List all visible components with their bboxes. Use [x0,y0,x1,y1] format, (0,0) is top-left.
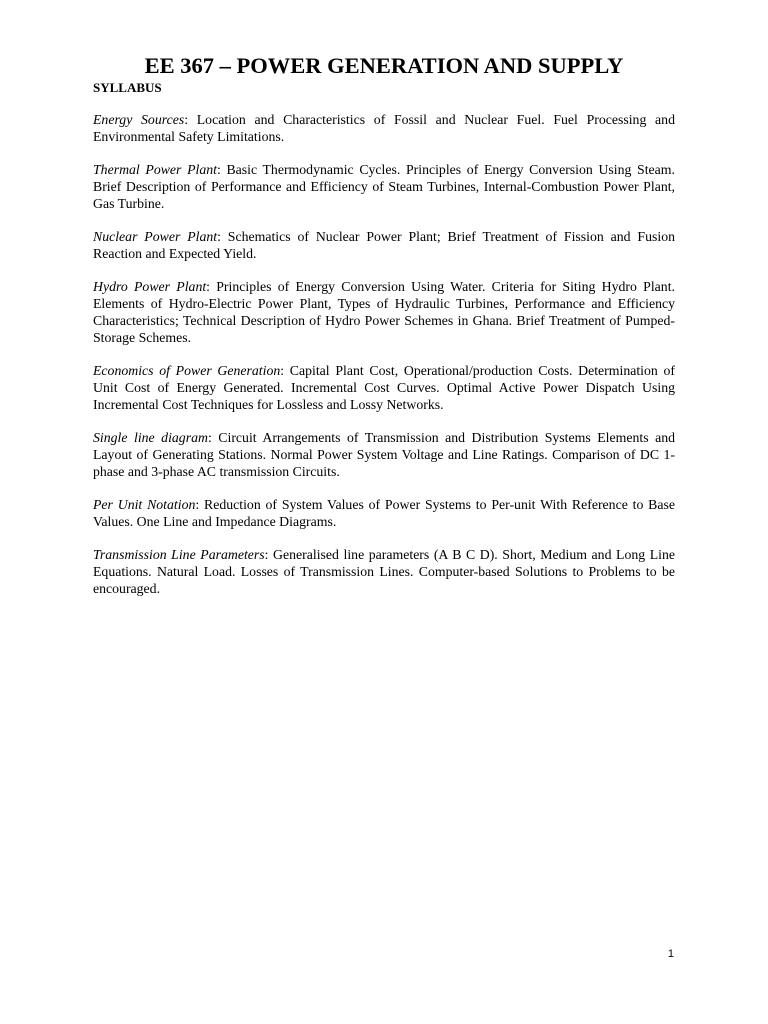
section-body: : Schematics of Nuclear Power Plant; Brief Treatment of Fission and Fusion Reaction and Expected Yield. [93,229,676,261]
section-transmission-line-parameters [93,546,675,597]
syllabus-content [93,111,675,613]
section-body: : Capital Plant Cost, Operational/production Costs. Determination of Unit Cost of Energy Generated. Incremental Cost Curves. Optimal Active Power Dispatch Using Incremental Cost Techniques for Lossless and Lossy Networks. [93,363,675,412]
section-energy-sources [93,111,675,145]
section-heading: Hydro Power Plant [93,279,207,294]
section-heading: Transmission Line Parameters [93,547,265,562]
section-per-unit-notation [93,496,675,530]
page-number: 1 [667,948,674,960]
section-heading: Nuclear Power Plant [93,229,218,244]
section-heading: Per Unit Notation [93,497,196,512]
section-body: : Circuit Arrangements of Transmission and Distribution Systems Elements and Layout of Generating Stations. Normal Power System Voltage and Line Ratings. Comparison of DC 1-phase and 3-phase AC transmission Circuits. [93,430,675,479]
section-heading: Energy Sources [93,112,185,127]
section-body: : Basic Thermodynamic Cycles. Principles of Energy Conversion Using Steam. Brief Description of Performance and Efficiency of Steam Turbines, Internal-Combustion Power Plant, Gas Turbine. [93,162,675,211]
section-body: : Generalised line parameters (A B C D). Short, Medium and Long Line Equations. Natural Load. Losses of Transmission Lines. Computer-based Solutions to Problems to be encouraged. [93,547,675,596]
section-body: : Location and Characteristics of Fossil and Nuclear Fuel. Fuel Processing and Environmental Safety Limitations. [93,112,675,144]
section-body: : Principles of Energy Conversion Using Water. Criteria for Siting Hydro Plant. Elements of Hydro-Electric Power Plant, Types of Hydraulic Turbines, Performance and Efficiency Characteristics; Technical Description of Hydro Power Schemes in Ghana. Brief Treatment of Pumped-Storage Schemes. [93,279,675,345]
syllabus-label: SYLLABUS [93,80,162,95]
section-heading: Thermal Power Plant [93,162,217,177]
section-thermal-power-plant [93,161,675,212]
section-hydro-power-plant [93,278,675,346]
document-title: EE 367 – POWER GENERATION AND SUPPLY [144,53,624,78]
section-heading: Economics of Power Generation [93,363,281,378]
section-nuclear-power-plant [93,228,675,262]
section-single-line-diagram [93,429,675,480]
section-heading: Single line diagram [93,430,208,445]
section-economics-of-power-generation [93,362,675,413]
section-body: : Reduction of System Values of Power Systems to Per-unit With Reference to Base Values. One Line and Impedance Diagrams. [93,497,675,529]
